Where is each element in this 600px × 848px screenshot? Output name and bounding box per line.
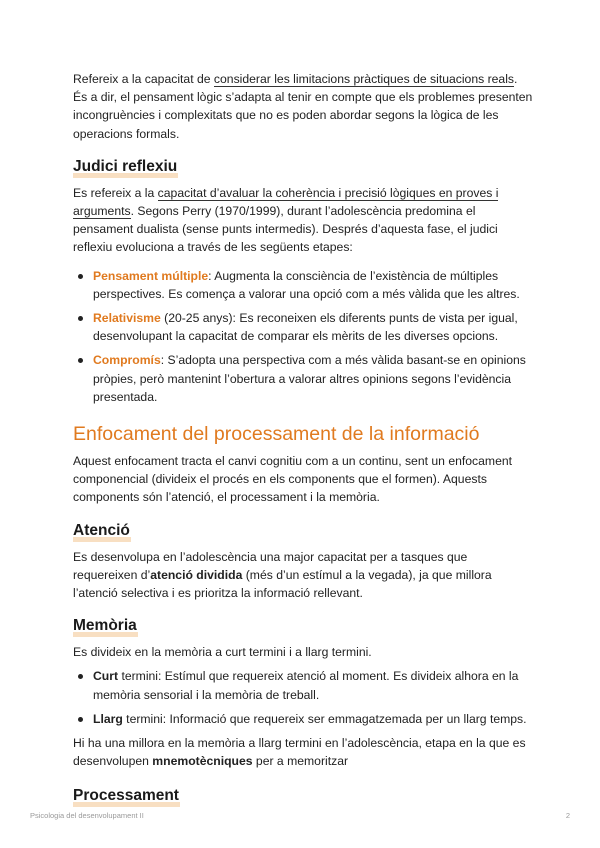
list-item [73, 710, 533, 728]
enfocament-paragraph: Aquest enfocament tracta el canvi cognitiu com a un continu, sent un enfocament componencial (divideix el procés en els components que el formen). Aquests components són l’atenció, el processament i la memòria. [73, 454, 513, 505]
atencio-text-end: (més d’un estímul a la vegada), ja que millora l’atenció selectiva i es prioritza la informació rellevant. [73, 567, 492, 601]
list-term: Relativisme [93, 311, 161, 326]
list-item [73, 309, 533, 345]
processament-heading: Processament [73, 786, 180, 807]
enfocament-heading: Enfocament del processament de la informació [73, 423, 480, 446]
list-item [73, 267, 533, 303]
memoria-closing [73, 734, 533, 770]
footer-title: Psicologia del desenvolupament II [30, 811, 144, 820]
list-text: : Augmenta la consciència de l’existència de múltiples perspectives. Es comença a valorar una opció com a més vàlida que les altres. [93, 268, 520, 301]
list-text: termini: Informació que requereix ser emmagatzemada per un llarg temps. [122, 711, 527, 726]
page-footer [30, 811, 570, 820]
atencio-paragraph [73, 548, 533, 603]
memoria-list [73, 667, 533, 728]
judici-heading: Judici reflexiu [73, 157, 178, 178]
list-text: termini: Estímul que requereix atenció al moment. Es divideix alhora en la memòria sensorial i la memòria de treball. [93, 669, 519, 702]
page-number: 2 [565, 811, 570, 820]
intro-text: Refereix a la capacitat de [73, 72, 214, 86]
list-item [73, 667, 533, 703]
list-term: Curt [93, 669, 119, 684]
judici-text: Es refereix a la [73, 185, 158, 200]
list-term: Pensament múltiple [93, 268, 209, 283]
bullet-icon [78, 358, 83, 363]
memoria-heading: Memòria [73, 616, 138, 637]
judici-text-end: . Segons Perry (1970/1999), durant l’adolescència predomina el pensament dualista (sense punts intermedis). Després d’aquesta fase, el judici reflexiu evoluciona a través de les següents etapes: [73, 204, 498, 255]
list-text: : S’adopta una perspectiva com a més vàlida basant-se en opinions pròpies, però mantenint l’obertura a valorar altres opinions segons l’evidència presentada. [93, 353, 526, 404]
page-content [73, 70, 533, 807]
list-item [73, 351, 533, 406]
list-term: Compromís [93, 353, 161, 368]
memoria-closing-text: Hi ha una millora en la memòria a llarg termini en l’adolescència, etapa en la que es desenvolupen [73, 736, 526, 769]
memoria-closing-bold: mnemotècniques [152, 754, 253, 769]
list-text: (20-25 anys): Es reconeixen els diferents punts de vista per igual, desenvolupant la capacitat de comparar els mèrits de les diverses opcions. [93, 311, 518, 344]
atencio-bold: atenció dividida [150, 567, 243, 582]
bullet-icon [78, 274, 83, 279]
judici-paragraph [73, 184, 533, 257]
intro-text-end: . És a dir, el pensament lògic s’adapta al tenir en compte que els problemes presenten incongruències i complexitats que no es poden abordar segons la lògica de les operacions formals. [73, 72, 533, 141]
intro-underlined: considerar les limitacions pràctiques de situacions reals [213, 72, 515, 86]
atencio-heading: Atenció [73, 521, 131, 542]
bullet-icon [78, 674, 83, 679]
bullet-icon [78, 717, 83, 722]
atencio-text: Es desenvolupa en l’adolescència una major capacitat per a tasques que requereixen d’ [73, 549, 468, 582]
memoria-intro: Es divideix en la memòria a curt termini i a llarg termini. [73, 645, 372, 660]
list-term: Llarg [93, 711, 123, 726]
judici-list [73, 267, 533, 406]
judici-underlined: capacitat d’avaluar la coherència i precisió lògiques en proves i arguments [73, 185, 499, 219]
bullet-icon [78, 316, 83, 321]
memoria-closing-end: per a memoritzar [252, 754, 349, 769]
intro-paragraph [73, 70, 533, 143]
